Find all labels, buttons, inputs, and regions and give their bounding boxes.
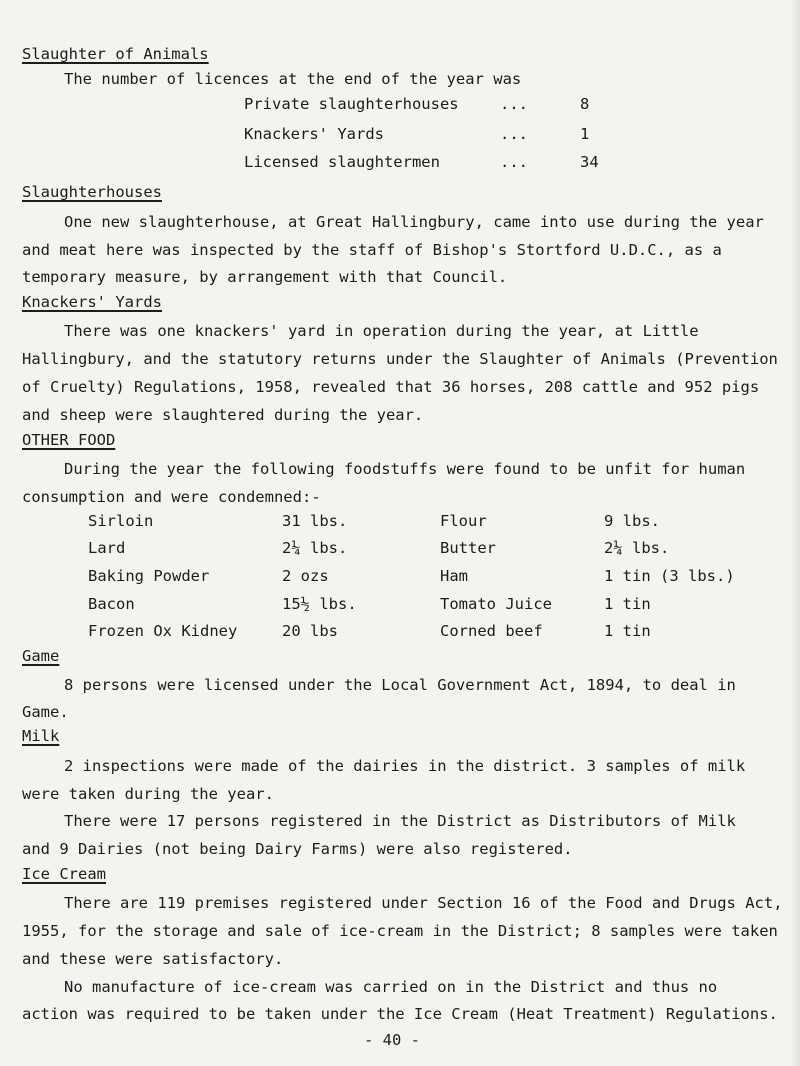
scan-edge-shadow — [790, 0, 800, 1066]
licence-dots: ... — [500, 125, 528, 143]
paragraph-line: There are 119 premises registered under Section 16 of the Food and Drugs Act, — [64, 894, 783, 912]
paragraph-line: 8 persons were licensed under the Local Government Act, 1894, to deal in — [64, 676, 736, 694]
licences-intro: The number of licences at the end of the year was — [64, 70, 522, 88]
food-item-quantity: 2¼ lbs. — [604, 539, 670, 557]
licence-label-private-slaughterhouses: Private slaughterhouses — [244, 95, 459, 113]
food-item-quantity: 1 tin (3 lbs.) — [604, 567, 735, 585]
paragraph-line: consumption and were condemned:- — [22, 488, 321, 506]
heading-milk: Milk — [22, 727, 60, 745]
food-item-name: Tomato Juice — [440, 595, 552, 613]
paragraph-line: There was one knackers' yard in operation during the year, at Little — [64, 322, 699, 340]
page-number: - 40 - — [364, 1031, 420, 1049]
food-item-name: Corned beef — [440, 622, 543, 640]
licence-value-licensed-slaughtermen: 34 — [580, 153, 599, 171]
food-item-name: Sirloin — [88, 512, 154, 530]
licence-value-knackers-yards: 1 — [580, 125, 590, 143]
paragraph-line: temporary measure, by arrangement with that Council. — [22, 268, 508, 286]
heading-ice-cream: Ice Cream — [22, 865, 106, 883]
food-item-quantity: 15½ lbs. — [282, 595, 357, 613]
food-item-quantity: 2¼ lbs. — [282, 539, 348, 557]
paragraph-line: Hallingbury, and the statutory returns under the Slaughter of Animals (Prevention — [22, 350, 778, 368]
food-item-name: Baking Powder — [88, 567, 210, 585]
heading-game: Game — [22, 647, 60, 665]
food-item-quantity: 9 lbs. — [604, 512, 660, 530]
licence-dots: ... — [500, 153, 528, 171]
paragraph-line: and meat here was inspected by the staff of Bishop's Stortford U.D.C., as a — [22, 241, 722, 259]
paragraph-line: of Cruelty) Regulations, 1958, revealed that 36 horses, 208 cattle and 952 pigs — [22, 378, 760, 396]
food-item-quantity: 2 ozs — [282, 567, 329, 585]
food-item-quantity: 1 tin — [604, 595, 651, 613]
food-item-name: Flour — [440, 512, 487, 530]
paragraph-line: and 9 Dairies (not being Dairy Farms) were also registered. — [22, 840, 573, 858]
food-item-name: Bacon — [88, 595, 135, 613]
food-item-quantity: 20 lbs — [282, 622, 338, 640]
food-item-name: Ham — [440, 567, 468, 585]
paragraph-line: 2 inspections were made of the dairies in the district. 3 samples of milk — [64, 757, 746, 775]
heading-knackers-yards: Knackers' Yards — [22, 293, 162, 311]
paragraph-line: Game. — [22, 703, 69, 721]
food-item-name: Lard — [88, 539, 126, 557]
food-item-quantity: 31 lbs. — [282, 512, 348, 530]
licence-dots: ... — [500, 95, 528, 113]
heading-slaughter-of-animals: Slaughter of Animals — [22, 45, 209, 63]
heading-slaughterhouses: Slaughterhouses — [22, 183, 162, 201]
food-item-quantity: 1 tin — [604, 622, 651, 640]
licence-value-private-slaughterhouses: 8 — [580, 95, 590, 113]
licence-label-knackers-yards: Knackers' Yards — [244, 125, 384, 143]
paragraph-line: action was required to be taken under the Ice Cream (Heat Treatment) Regulations. — [22, 1005, 778, 1023]
heading-other-food: OTHER FOOD — [22, 431, 116, 449]
licence-label-licensed-slaughtermen: Licensed slaughtermen — [244, 153, 440, 171]
paragraph-line: One new slaughterhouse, at Great Hallingbury, came into use during the year — [64, 213, 764, 231]
paragraph-line: and sheep were slaughtered during the year. — [22, 406, 424, 424]
food-item-name: Butter — [440, 539, 496, 557]
paragraph-line: There were 17 persons registered in the District as Distributors of Milk — [64, 812, 736, 830]
food-item-name: Frozen Ox Kidney — [88, 622, 238, 640]
paragraph-line: were taken during the year. — [22, 785, 274, 803]
paragraph-line: No manufacture of ice-cream was carried on in the District and thus no — [64, 978, 718, 996]
paragraph-line: and these were satisfactory. — [22, 950, 284, 968]
paragraph-line: During the year the following foodstuffs were found to be unfit for human — [64, 460, 746, 478]
paragraph-line: 1955, for the storage and sale of ice-cream in the District; 8 samples were taken — [22, 922, 778, 940]
